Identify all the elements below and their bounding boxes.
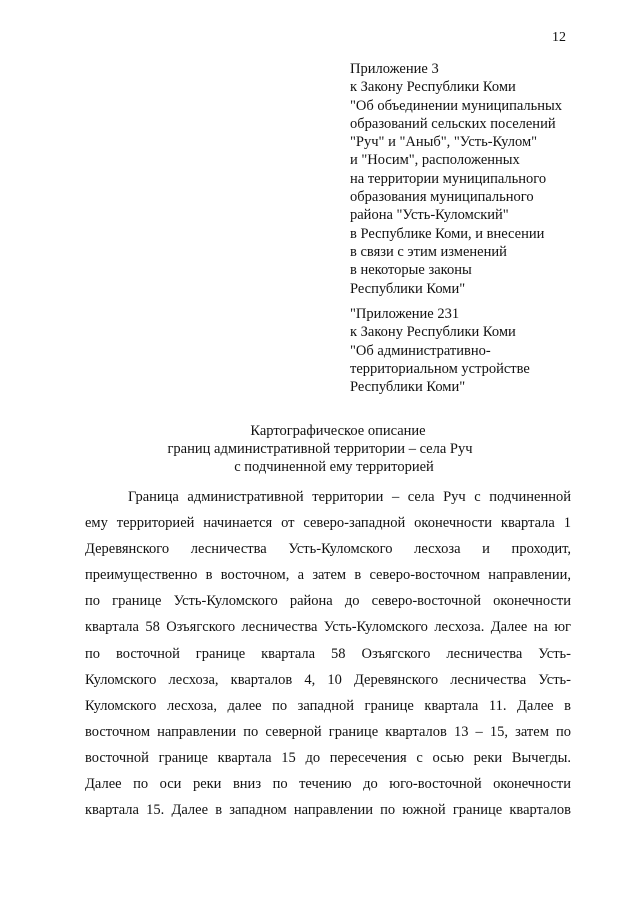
appendix-line: к Закону Республики Коми bbox=[350, 79, 516, 96]
title-line: границ административной территории – села Руч bbox=[167, 441, 473, 457]
appendix-line: Приложение 3 bbox=[350, 61, 439, 77]
appendix-line: к Закону Республики Коми bbox=[350, 324, 516, 341]
paragraph-line-text: Куломского лесхоза, далее по западной границе квартала 11. Далее в bbox=[85, 697, 571, 714]
appendix-line: в связи с этим изменений bbox=[350, 243, 507, 260]
appendix-231-header bbox=[350, 305, 630, 396]
paragraph-line-text: восточной границе квартала 15 до пересечения с осью реки Вычегды. bbox=[85, 749, 571, 766]
paragraph-line bbox=[85, 797, 571, 823]
appendix-line: территориальном устройстве bbox=[350, 360, 530, 377]
paragraph-line-text: ему территорией начинается от северо-западной оконечности квартала 1 bbox=[85, 515, 571, 532]
appendix-line: "Руч" и "Аныб", "Усть-Кулом" bbox=[350, 134, 538, 151]
appendix-line: "Об объединении муниципальных bbox=[350, 97, 563, 114]
appendix-3-header bbox=[350, 60, 630, 298]
paragraph-line-text: восточном направлении по северной границе кварталов 13 – 15, затем по bbox=[85, 723, 571, 740]
paragraph-line-text: Деревянского лесничества Усть-Куломского лесхоза и проходит, bbox=[85, 541, 571, 558]
paragraph-line bbox=[85, 484, 571, 510]
appendix-line: в некоторые законы bbox=[350, 262, 472, 279]
paragraph-line bbox=[85, 562, 571, 588]
paragraph-line-text: Далее по оси реки вниз по течению до юго-восточной оконечности bbox=[85, 776, 571, 793]
paragraph-line bbox=[85, 510, 571, 536]
title-line: Картографическое описание bbox=[250, 423, 426, 439]
document-title bbox=[0, 422, 640, 476]
appendix-line: образований сельских поселений bbox=[350, 115, 556, 132]
paragraph-line-text: квартала 58 Озъягского лесничества Усть-Куломского лесхоза. Далее на юг bbox=[85, 619, 571, 636]
appendix-line: образования муниципального bbox=[350, 189, 534, 206]
appendix-line: на территории муниципального bbox=[350, 170, 547, 187]
appendix-line: в Республике Коми, и внесении bbox=[350, 225, 545, 242]
appendix-line: Республики Коми" bbox=[350, 379, 466, 396]
paragraph-line bbox=[85, 693, 571, 719]
paragraph-line-text: преимущественно в восточном, а затем в северо-восточном направлении, bbox=[85, 567, 571, 584]
paragraph-line bbox=[85, 667, 571, 693]
appendix-line: "Об административно- bbox=[350, 342, 491, 359]
paragraph-line bbox=[85, 641, 571, 667]
paragraph-line bbox=[85, 614, 571, 640]
page-number: 12 bbox=[552, 30, 566, 45]
paragraph-line bbox=[85, 536, 571, 562]
paragraph-line-text: квартала 15. Далее в западном направлении по южной границе кварталов bbox=[85, 802, 571, 819]
appendix-line: Республики Коми" bbox=[350, 280, 466, 297]
appendix-line: района "Усть-Куломский" bbox=[350, 207, 509, 224]
title-line: с подчиненной ему территорией bbox=[234, 459, 434, 475]
paragraph-line bbox=[85, 588, 571, 614]
paragraph-line-text: по границе Усть-Куломского района до северо-восточной оконечности bbox=[85, 593, 571, 610]
paragraph-line-text: Куломского лесхоза, кварталов 4, 10 Деревянского лесничества Усть- bbox=[85, 671, 571, 688]
paragraph-line bbox=[85, 771, 571, 797]
boundary-description bbox=[85, 484, 571, 823]
appendix-line: и "Носим", расположенных bbox=[350, 152, 520, 169]
paragraph-line-text: по восточной границе квартала 58 Озъягского лесничества Усть- bbox=[85, 645, 571, 662]
appendix-line: "Приложение 231 bbox=[350, 306, 460, 322]
paragraph-line bbox=[85, 745, 571, 771]
paragraph-line bbox=[85, 719, 571, 745]
paragraph-line-text: Граница административной территории – села Руч с подчиненной bbox=[128, 489, 571, 505]
